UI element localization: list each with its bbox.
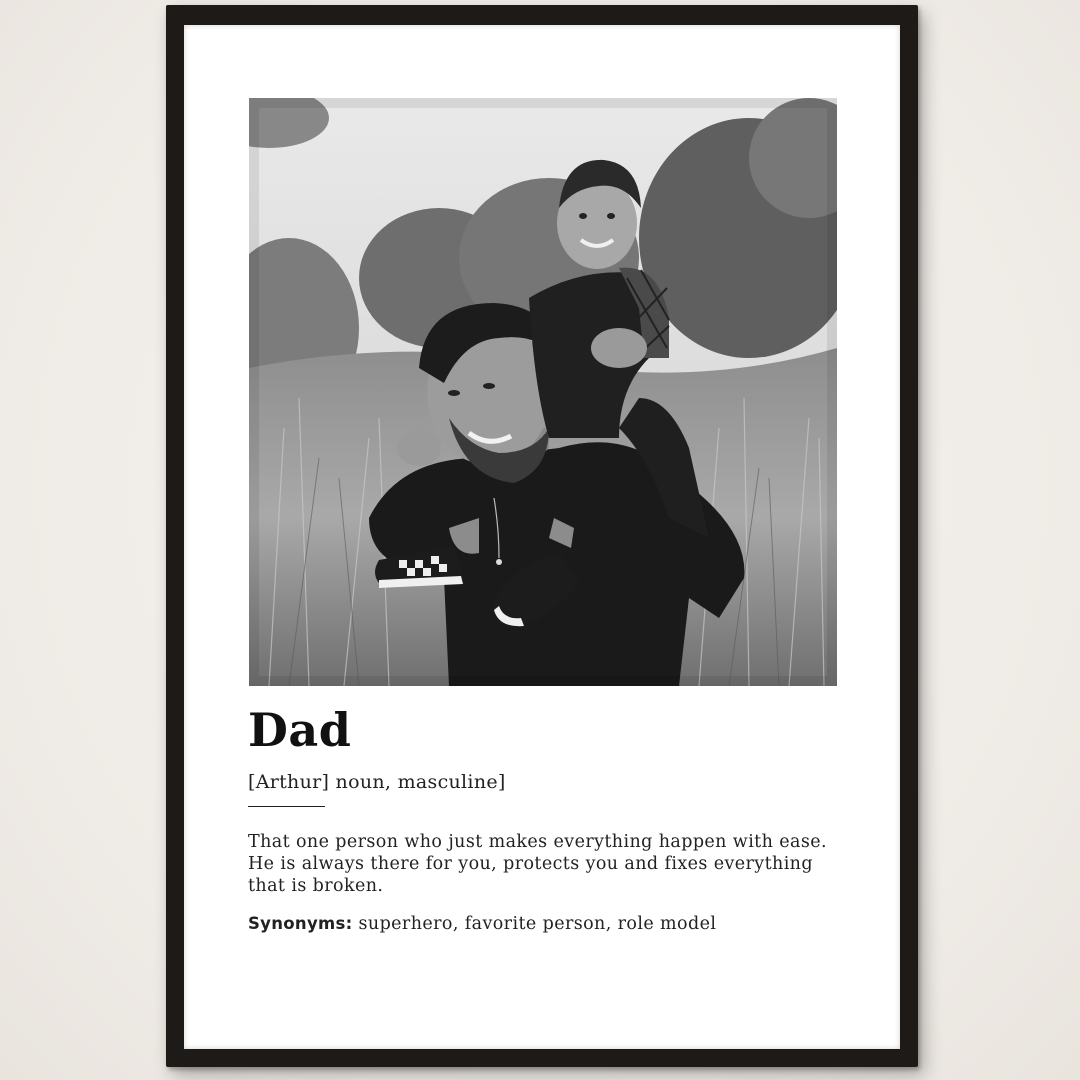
synonyms-label: Synonyms: [248, 914, 353, 933]
photo-father-child-icon [249, 98, 837, 686]
definition-line: He is always there for you, protects you and fixes everything [248, 854, 813, 874]
poster-frame [166, 5, 918, 1067]
synonyms-text: superhero, favorite person, role model [358, 914, 717, 934]
poster-synonyms [248, 914, 716, 934]
definition-line: That one person who just makes everything happen with ease. [248, 832, 827, 852]
definition-line: that is broken. [248, 876, 384, 896]
poster-phonetic: [Arthur] noun, masculine] [248, 771, 506, 793]
poster-definition [248, 831, 848, 897]
divider [248, 806, 325, 807]
poster-paper [184, 25, 900, 1049]
poster-title: Dad [248, 703, 352, 757]
